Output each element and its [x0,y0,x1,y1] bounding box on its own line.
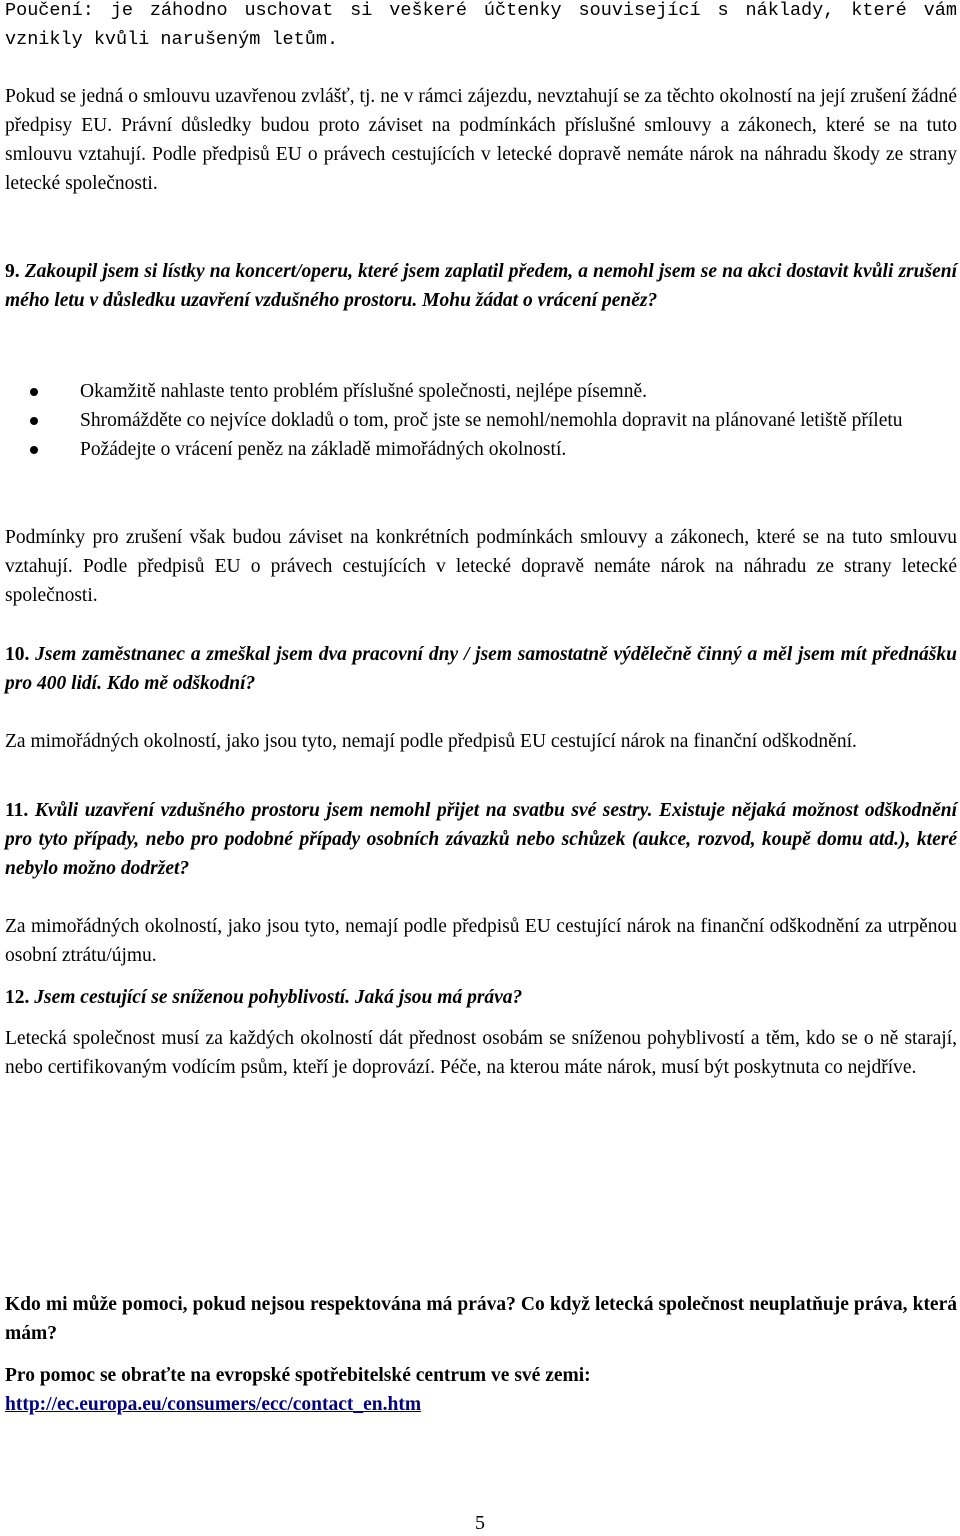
question-9-steps-list [5,377,957,464]
list-item: Požádejte o vrácení peněz na základě mimořádných okolností. [5,435,957,464]
separate-contract-paragraph: Pokud se jedná o smlouvu uzavřenou zvlášť, tj. ne v rámci zájezdu, nevztahují se za těchto okolností na její zrušení žádné předpisy EU. Právní důsledky budou proto záviset na podmínkách příslušné smlouvy a zákonech, které se na tuto smlouvu vztahují. Podle předpisů EU o právech cestujících v letecké dopravě nemáte nárok na náhradu škody ze strany letecké společnosti. [5,86,957,194]
bullet-icon [30,446,38,454]
question-12-number: 12. [5,987,30,1008]
bullet-icon [30,388,38,396]
question-10-text: Jsem zaměstnanec a zmeškal jsem dva pracovní dny / jsem samostatně výdělečně činný a měl jsem mít přednášku pro 400 lidí. Kdo mě odškodní? [5,644,957,694]
question-9-number: 9. [5,261,20,282]
list-item: Okamžitě nahlaste tento problém příslušné společnosti, nejlépe písemně. [5,377,957,406]
question-10-number: 10. [5,644,30,665]
question-11-number: 11. [5,800,29,821]
ecc-contact-link[interactable]: http://ec.europa.eu/consumers/ecc/contact_en.htm [5,1394,422,1415]
list-item: Shromážděte co nejvíce dokladů o tom, proč jste se nemohl/nemohla dopravit na plánované letiště příletu [5,406,957,435]
question-11 [5,796,957,883]
question-11-text: Kvůli uzavření vzdušného prostoru jsem nemohl přijet na svatbu své sestry. Existuje nějaká možnost odškodnění pro tyto případy, nebo pro podobné případy osobních závazků nebo schůzek (aukce, rozvod, koupě domu atd.), které nebylo možno dodržet? [5,800,957,879]
page-number: 5 [475,1512,485,1534]
question-9-answer: Podmínky pro zrušení však budou záviset na konkrétních podmínkách smlouvy a zákonech, které se na tuto smlouvu vztahují. Podle předpisů EU o právech cestujících v letecké dopravě nemáte nárok na náhradu ze strany letecké společnosti. [5,527,957,606]
help-link-line [5,1390,957,1419]
question-10 [5,640,957,698]
question-10-answer: Za mimořádných okolností, jako jsou tyto, nemají podle předpisů EU cestující nárok na finanční odškodnění. [5,731,857,752]
question-12-text: Jsem cestující se sníženou pohyblivostí. Jaká jsou má práva? [34,987,523,1008]
bullet-icon [30,417,38,425]
question-12 [5,983,957,1012]
question-9-text: Zakoupil jsem si lístky na koncert/operu, které jsem zaplatil předem, a nemohl jsem se na akci dostavit kvůli zrušení mého letu v důsledku uzavření vzdušného prostoru. Mohu žádat o vrácení peněz? [5,261,957,311]
help-question: Kdo mi může pomoci, pokud nejsou respektována má práva? Co když letecká společnost neuplatňuje práva, která mám? [5,1294,957,1344]
help-instruction: Pro pomoc se obraťte na evropské spotřebitelské centrum ve své zemi: [5,1365,591,1386]
question-11-answer: Za mimořádných okolností, jako jsou tyto, nemají podle předpisů EU cestující nárok na finanční odškodnění za utrpěnou osobní ztrátu/újmu. [5,916,957,966]
question-12-answer: Letecká společnost musí za každých okolností dát přednost osobám se sníženou pohyblivostí a těm, kdo se o ně starají, nebo certifikovaným vodícím psům, kteří je doprovází. Péče, na kterou máte nárok, musí být poskytnuta co nejdříve. [5,1028,957,1078]
advice-paragraph: Poučení: je záhodno uschovat si veškeré účtenky související s náklady, které vám vznikly kvůli narušeným letům. [5,0,957,50]
question-9 [5,257,957,315]
